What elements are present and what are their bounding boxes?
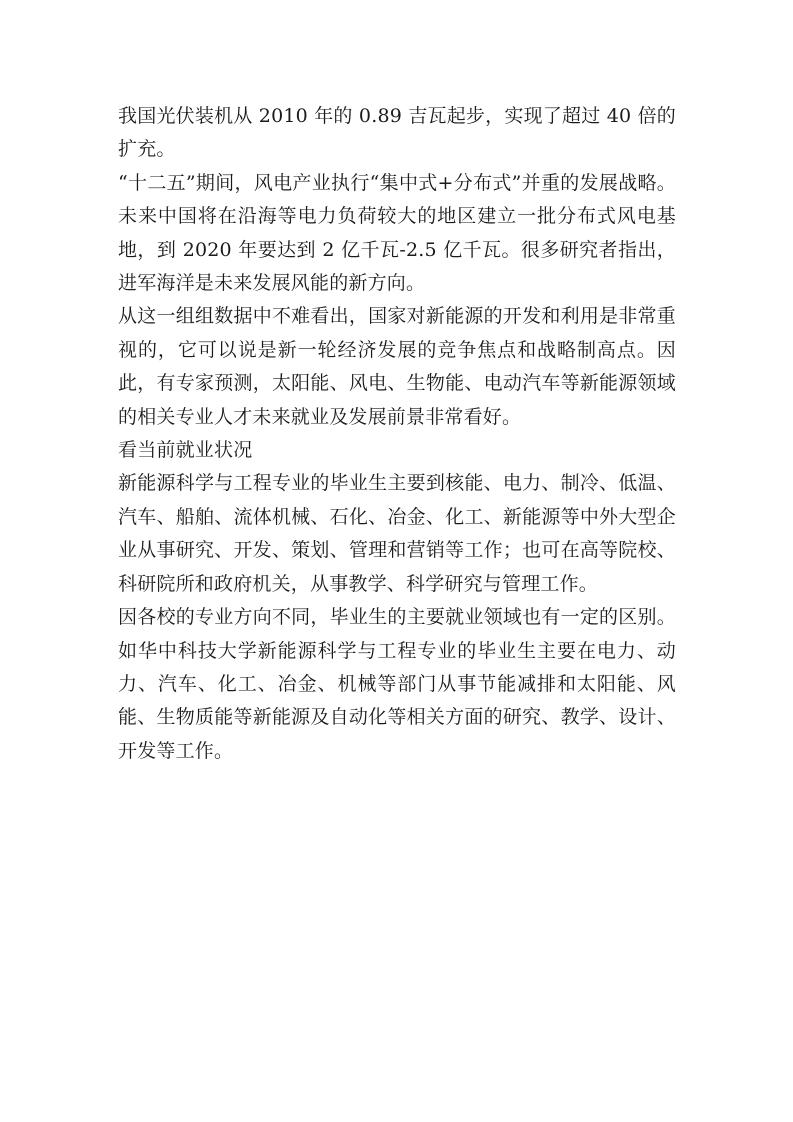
document-body: [118, 100, 676, 768]
paragraph-pv-installation: 我国光伏装机从 2010 年的 0.89 吉瓦起步，实现了超过 40 倍的扩充。: [118, 105, 676, 161]
paragraph-school-differences: 因各校的专业方向不同，毕业生的主要就业领域也有一定的区别。如华中科技大学新能源科学与工程专业的毕业生主要在电力、动力、汽车、化工、冶金、机械等部门从事节能减排和太阳能、风能、生物质能等新能源及自动化等相关方面的研究、教学、设计、开发等工作。: [118, 606, 676, 762]
section-heading-employment: 看当前就业状况: [118, 439, 253, 462]
paragraph-graduate-employment: 新能源科学与工程专业的毕业生主要到核能、电力、制冷、低温、汽车、船舶、流体机械、石化、冶金、化工、新能源等中外大型企业从事研究、开发、策划、管理和营销等工作；也可在高等院校、科研院所和政府机关，从事教学、科学研究与管理工作。: [118, 472, 676, 595]
paragraph-wind-power-strategy: “十二五”期间，风电产业执行“集中式+分布式”并重的发展战略。未来中国将在沿海等电力负荷较大的地区建立一批分布式风电基地，到 2020 年要达到 2 亿千瓦-2.5 亿千瓦。很多研究者指出，进军海洋是未来发展风能的新方向。: [118, 171, 676, 295]
paragraph-national-priority: 从这一组组数据中不难看出，国家对新能源的开发和利用是非常重视的，它可以说是新一轮经济发展的竞争焦点和战略制高点。因此，有专家预测，太阳能、风电、生物能、电动汽车等新能源领域的相关专业人才未来就业及发展前景非常看好。: [118, 305, 676, 428]
